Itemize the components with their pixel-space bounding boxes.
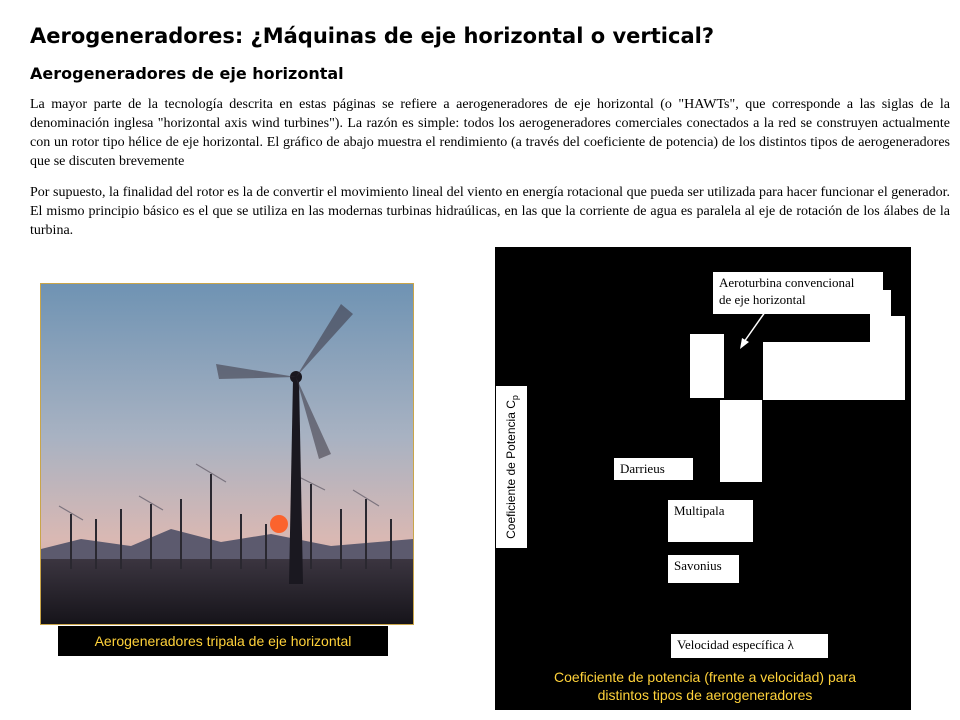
chart-caption	[500, 668, 910, 704]
intro-paragraph: La mayor parte de la tecnología descrita en estas páginas se refiere a aerogeneradores de eje horizontal (o "HAWTs", que corresponde a las siglas de la denominación inglesa "horizontal axis wind turbines"). La razón es simple: todos los aerogeneradores comerciales conectados a la red se construyen actualmente con un rotor tipo hélice de eje horizontal. El gráfico de abajo muestra el rendimiento (a través del coeficiente de potencia) de los distintos tipos de aerogeneradores que se discuten brevemente	[30, 97, 950, 169]
label-savonius: Savonius	[668, 555, 739, 583]
photo-caption: Aerogeneradores tripala de eje horizontal	[58, 626, 388, 656]
y-axis-subscript: p	[510, 395, 521, 401]
rotor-paragraph: Por supuesto, la finalidad del rotor es la de convertir el movimiento lineal del viento en energía rotacional que pueda ser utilizada para hacer funcionar el generador. El mismo principio básico es el que se utiliza en las modernas turbinas hidraúlicas, en las que la corriente de agua es paralela al eje de rotación de los álabes de la turbina.	[30, 185, 950, 238]
chart-block	[870, 316, 905, 344]
section-title: Aerogeneradores de eje horizontal	[30, 64, 344, 83]
chart-block	[690, 334, 724, 398]
label-conventional-line1: Aeroturbina convencional	[719, 275, 855, 290]
y-axis-label-text: Coeficiente de Potencia C	[503, 400, 518, 539]
chart-block	[720, 400, 762, 482]
page-title: Aerogeneradores: ¿Máquinas de eje horizontal o vertical?	[30, 24, 714, 48]
wind-farm-photo	[40, 283, 414, 625]
x-axis-label: Velocidad específica λ	[671, 634, 828, 658]
chart-caption-line2: distintos tipos de aerogeneradores	[597, 687, 813, 703]
label-darrieus: Darrieus	[614, 458, 693, 480]
chart-block	[763, 342, 905, 400]
pointer-arrow	[735, 300, 775, 355]
label-conventional-line2: de eje horizontal	[719, 292, 806, 307]
y-axis-label	[504, 395, 520, 539]
label-multipala: Multipala	[668, 500, 753, 542]
chart-caption-line1: Coeficiente de potencia (frente a velocidad) para	[554, 669, 856, 685]
